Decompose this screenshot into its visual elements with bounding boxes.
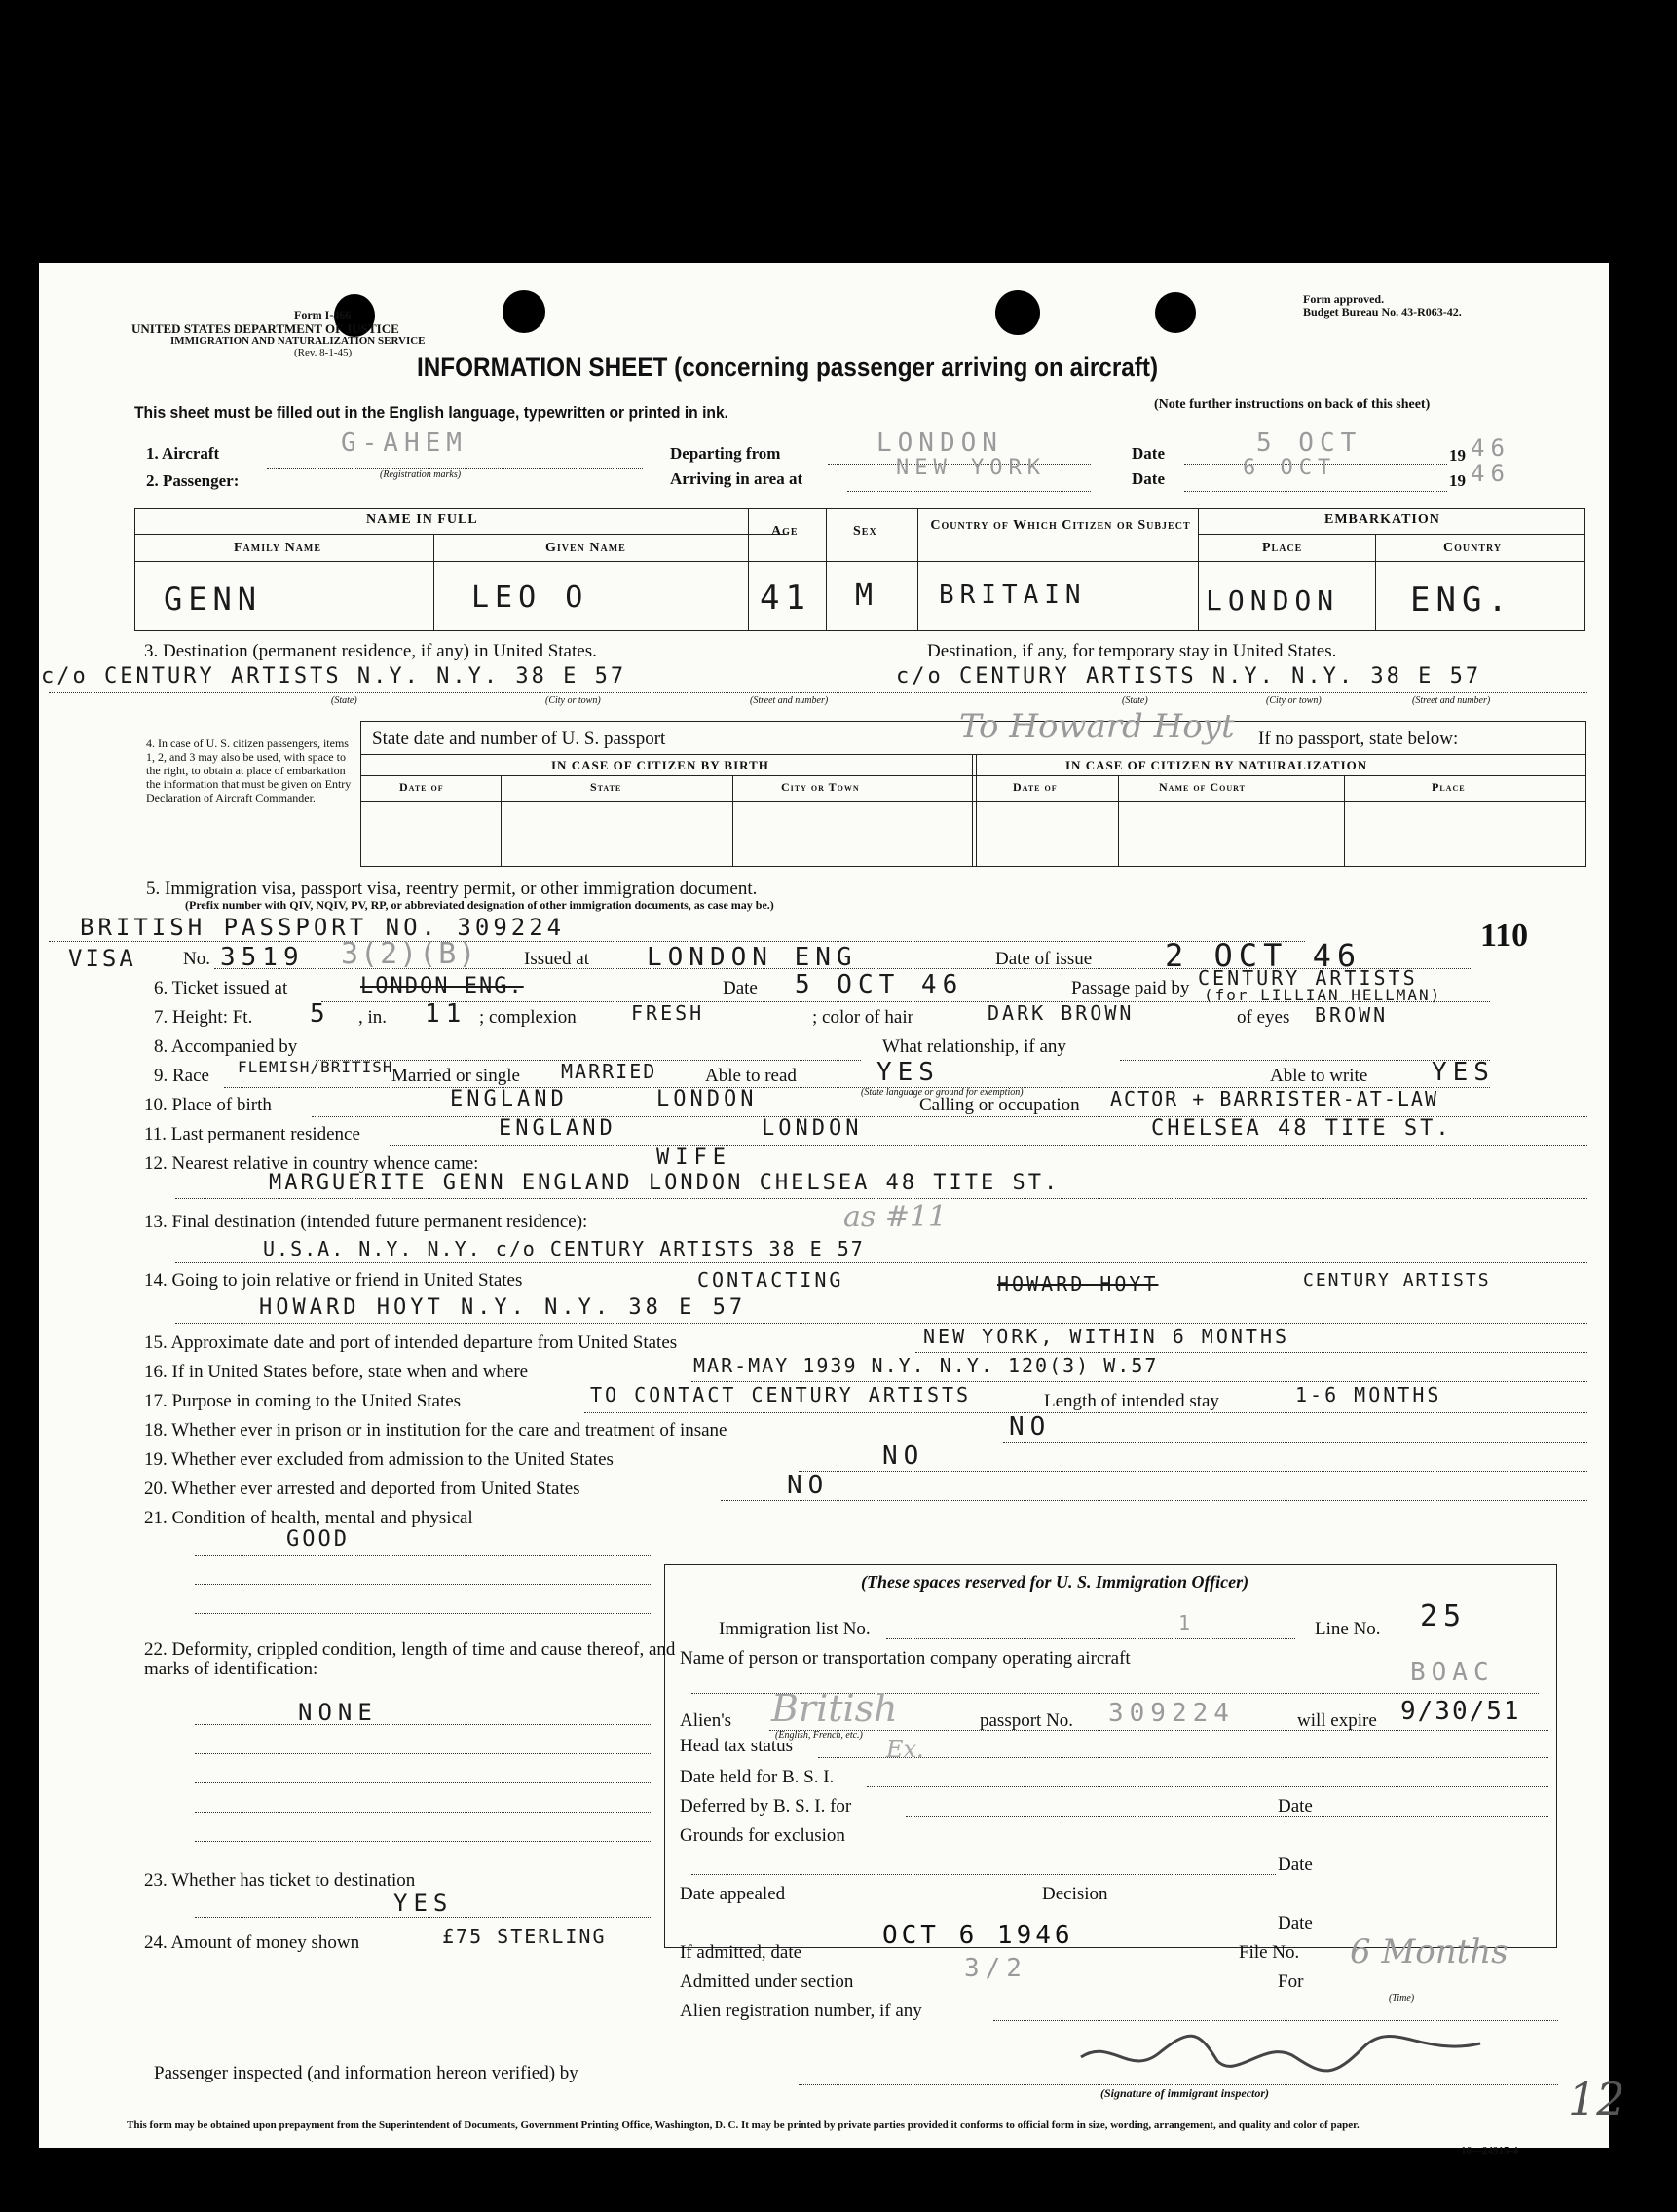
dest-state-caption: (State): [331, 695, 357, 706]
officer-line: [906, 1816, 1548, 1817]
join-relative-label: 14. Going to join relative or friend in United States: [144, 1270, 523, 1291]
health-label: 21. Condition of health, mental and physical: [144, 1508, 473, 1528]
date-of-issue-value: 2 OCT 46: [1165, 937, 1362, 974]
sex-value: M: [855, 579, 879, 613]
dest-city-caption: (City or town): [545, 695, 601, 706]
item-line: [175, 1262, 1587, 1263]
date-value-2: 6 OCT: [1243, 456, 1337, 480]
table-rule: [433, 534, 434, 630]
item-line: [691, 1381, 1587, 1382]
item-line: [175, 1323, 1587, 1324]
item-line: [195, 1555, 652, 1556]
form-sheet: [39, 263, 1625, 2156]
visa-word: VISA: [68, 945, 136, 972]
date-of-issue-label: Date of issue: [995, 949, 1093, 969]
margin-number: 12: [1568, 2073, 1625, 2125]
deformity-value: NONE: [298, 1699, 378, 1726]
last-res-country: ENGLAND: [499, 1116, 616, 1141]
embarkation-place-value: LONDON: [1206, 584, 1340, 617]
passport-rule: [976, 754, 977, 866]
aircraft-line: [267, 468, 643, 469]
prior-visit-value: MAR-MAY 1939 N.Y. N.Y. 120(3) W.57: [693, 1354, 1159, 1377]
line-no-label: Line No.: [1315, 1619, 1381, 1639]
ticket-destination-label: 23. Whether has ticket to destination: [144, 1870, 416, 1891]
eyes-label: of eyes: [1237, 1007, 1290, 1028]
visa-no-label: No.: [183, 949, 210, 969]
item-line: [321, 1001, 1490, 1002]
embarkation-country-header: Country: [1443, 541, 1503, 555]
budget-bureau: Budget Bureau No. 43-R063-42.: [1303, 305, 1462, 319]
table-rule: [917, 508, 918, 630]
visa-class-value: 3(2)(B): [341, 937, 478, 971]
issued-at-label: Issued at: [524, 949, 590, 969]
temp-street-caption: (Street and number): [1412, 695, 1491, 706]
date-line-2: [1184, 491, 1447, 492]
year-value-2: 46: [1471, 460, 1510, 487]
given-name-header: Given Name: [545, 541, 626, 555]
family-name-value: GENN: [164, 581, 263, 618]
prison-label: 18. Whether ever in prison or in institution for the care and treatment of insane: [144, 1420, 727, 1441]
further-instructions-note: (Note further instructions on back of this sheet): [1154, 397, 1431, 412]
registration-caption: (Registration marks): [380, 469, 462, 480]
complexion-label: ; complexion: [479, 1007, 577, 1028]
table-rule: [1198, 534, 1584, 535]
table-rule: [134, 534, 787, 535]
passport-line: [49, 941, 1305, 942]
passport-rule: [1118, 775, 1119, 866]
temp-state-caption: (State): [1122, 695, 1148, 706]
passage-paid-value: CENTURY ARTISTS: [1198, 966, 1418, 990]
relative-relation: WIFE: [656, 1145, 731, 1170]
officer-line: [691, 1874, 1276, 1875]
passport-rule: [501, 775, 502, 866]
height-in-label: , in.: [358, 1007, 388, 1028]
married-value: MARRIED: [561, 1060, 657, 1083]
read-value: YES: [876, 1058, 940, 1087]
section-value: 3/2: [964, 1954, 1027, 1983]
item-line: [195, 1724, 652, 1725]
passport-rule: [360, 754, 1585, 755]
passport-rule: [360, 775, 1585, 776]
col-court: Name of Court: [1159, 780, 1246, 794]
embarkation-header: EMBARKATION: [1324, 512, 1440, 527]
age-header: Age: [771, 524, 799, 539]
form-number: Form I-466: [294, 308, 352, 321]
final-destination-as-if: as #11: [843, 1200, 948, 1234]
no-passport-label: If no passport, state below:: [1258, 729, 1459, 749]
admitted-stamp: OCT 6 1946: [882, 1921, 1074, 1950]
for-label: For: [1278, 1971, 1304, 1992]
contacting-value: CONTACTING: [697, 1268, 844, 1292]
table-rule: [134, 561, 1584, 562]
excluded-label: 19. Whether ever excluded from admission to the United States: [144, 1449, 614, 1470]
col-city: City or Town: [781, 780, 860, 794]
money-value: £75 STERLING: [442, 1925, 607, 1948]
destination-label: 3. Destination (permanent residence, if any) in United States.: [144, 641, 597, 661]
form-code: 16—24915-4: [1461, 2145, 1518, 2156]
punch-hole: [995, 290, 1040, 335]
punch-hole: [1155, 292, 1196, 333]
date-label-2: Date: [1132, 469, 1165, 488]
purpose-label: 17. Purpose in coming to the United States: [144, 1391, 462, 1411]
embarkation-country-value: ENG.: [1410, 581, 1513, 619]
height-label: 7. Height: Ft.: [154, 1007, 253, 1028]
officer-line: [769, 1730, 1548, 1731]
ticket-date-label: Date: [723, 978, 758, 998]
passenger-label: 2. Passenger:: [146, 471, 240, 490]
inspector-signature: [1071, 2018, 1500, 2086]
join-entry: HOWARD HOYT N.Y. N.Y. 38 E 57: [259, 1295, 747, 1320]
aircraft-value: G-AHEM: [341, 429, 467, 458]
prior-visit-label: 16. If in United States before, state when and where: [144, 1362, 529, 1382]
eyes-value: BROWN: [1315, 1003, 1389, 1027]
punch-hole: [503, 290, 545, 333]
year-prefix-2: 19: [1449, 471, 1466, 490]
arriving-label: Arriving in area at: [670, 469, 803, 488]
form-notice: This form may be obtained upon prepayment from the Superintendent of Documents, Government Printing Office, Washington, D. C. It may be printed by private parties provided it conforms to official form in size, wording, arrangement, and quality and color of paper.: [127, 2119, 1360, 2131]
list-no-value: 1: [1178, 1611, 1197, 1634]
inspected-label: Passenger inspected (and information hereon verified) by: [154, 2063, 578, 2083]
married-label: Married or single: [391, 1066, 520, 1086]
birthplace-label: 10. Place of birth: [144, 1095, 272, 1115]
birth-country-value: ENGLAND: [450, 1087, 568, 1111]
citizenship-value: BRITAIN: [939, 581, 1087, 610]
complexion-value: FRESH: [631, 1001, 705, 1025]
expire-label: will expire: [1297, 1710, 1377, 1731]
table-rule: [1198, 508, 1199, 630]
item-line: [195, 1613, 652, 1614]
perm-destination-value: c/o CENTURY ARTISTS N.Y. N.Y. 38 E 57: [41, 664, 627, 689]
table-rule: [1375, 534, 1376, 630]
howard-hoyt-note: To Howard Hoyt: [959, 707, 1235, 746]
passport-rule: [972, 754, 973, 866]
departure-label: 15. Approximate date and port of intended departure from United States: [144, 1332, 678, 1353]
form-approved: Form approved.: [1303, 292, 1385, 306]
age-value: 41: [760, 579, 811, 618]
company-value: BOAC: [1410, 1658, 1495, 1687]
visa-no-value: 3519: [220, 943, 305, 972]
purpose-value: TO CONTACT CENTURY ARTISTS: [590, 1383, 972, 1406]
occupation-value: ACTOR + BARRISTER-AT-LAW: [1110, 1087, 1438, 1110]
departing-value: LONDON: [876, 429, 1003, 458]
form-title: INFORMATION SHEET (concerning passenger arriving on aircraft): [417, 353, 1159, 382]
relative-entry: MARGUERITE GENN ENGLAND LONDON CHELSEA 48 TITE ST.: [269, 1171, 1061, 1195]
stay-label: Length of intended stay: [1044, 1391, 1219, 1411]
citizenship-header: Country of Which Citizen or Subject: [930, 518, 1191, 533]
time-caption: (Time): [1389, 1993, 1415, 2004]
write-label: Able to write: [1270, 1066, 1368, 1086]
col-state: State: [590, 780, 622, 794]
item-line: [584, 1412, 1587, 1413]
height-in-value: 11: [425, 999, 467, 1029]
alien-value: British: [771, 1687, 898, 1730]
item-line: [799, 1471, 1587, 1472]
last-res-street: CHELSEA 48 TITE ST.: [1151, 1116, 1452, 1141]
passport-no-value: 309224: [1108, 1699, 1235, 1728]
struck-name: HOWARD HOYT: [997, 1272, 1159, 1295]
century-artists-value: CENTURY ARTISTS: [1303, 1270, 1491, 1291]
state-passport-label: State date and number of U. S. passport: [372, 729, 666, 749]
race-label: 9. Race: [154, 1066, 209, 1086]
deformity-label: 22. Deformity, crippled condition, length of time and cause thereof, and marks of identification:: [144, 1639, 676, 1679]
sex-header: Sex: [853, 524, 877, 539]
last-res-state: LONDON: [762, 1116, 863, 1141]
item-line: [1003, 1442, 1587, 1443]
passport-no-label: passport No.: [980, 1710, 1074, 1731]
item-line: [195, 1917, 652, 1918]
hair-label: ; color of hair: [812, 1007, 913, 1028]
write-value: YES: [1432, 1058, 1495, 1087]
departing-label: Departing from: [670, 444, 781, 463]
deferred-date-label: Date: [1278, 1796, 1313, 1817]
officer-line: [886, 1638, 1295, 1639]
col-place: Place: [1432, 780, 1466, 794]
birth-header: IN CASE OF CITIZEN BY BIRTH: [551, 758, 769, 772]
item-line: [390, 1145, 1587, 1146]
height-ft-value: 5: [310, 999, 331, 1029]
passport-rule: [360, 801, 1585, 802]
passport-rule: [732, 775, 733, 866]
passage-paid-note: (for LILLIAN HELLMAN): [1204, 986, 1442, 1004]
officer-box-title: (These spaces reserved for U. S. Immigration Officer): [861, 1572, 1249, 1592]
item-line: [915, 1352, 1587, 1353]
name-in-full-header: NAME IN FULL: [366, 512, 478, 527]
language-caption: (English, French, etc.): [775, 1730, 863, 1741]
item-line: [195, 1841, 652, 1842]
company-label: Name of person or transportation company operating aircraft: [680, 1648, 1131, 1668]
grounds-label: Grounds for exclusion: [680, 1825, 845, 1846]
temp-destination-label: Destination, if any, for temporary stay in United States.: [927, 641, 1337, 661]
language-instruction: This sheet must be filled out in the English language, typewritten or printed in ink.: [134, 403, 729, 422]
decision-label: Decision: [1042, 1884, 1108, 1904]
section-label: Admitted under section: [680, 1971, 854, 1992]
head-tax-label: Head tax status: [680, 1736, 794, 1756]
money-label: 24. Amount of money shown: [144, 1932, 360, 1953]
table-rule: [826, 508, 827, 630]
hair-value: DARK BROWN: [988, 1001, 1135, 1025]
temp-destination-value: c/o CENTURY ARTISTS N.Y. N.Y. 38 E 57: [896, 664, 1482, 689]
item-line: [195, 1753, 652, 1754]
date-label-1: Date: [1132, 444, 1165, 463]
signature-svg: [1071, 2018, 1500, 2086]
excluded-value: NO: [882, 1442, 925, 1471]
item-line: [195, 1782, 652, 1783]
deported-label: 20. Whether ever arrested and deported from United States: [144, 1479, 580, 1499]
admitted-label: If admitted, date: [680, 1942, 802, 1963]
year-prefix-1: 19: [1449, 446, 1466, 465]
passage-paid-label: Passage paid by: [1071, 978, 1190, 998]
accompanied-label: 8. Accompanied by: [154, 1036, 298, 1057]
list-no-label: Immigration list No.: [719, 1619, 871, 1639]
department: UNITED STATES DEPARTMENT OF JUSTICE: [131, 321, 399, 336]
prison-value: NO: [1009, 1412, 1052, 1442]
head-tax-value: Ex.: [886, 1736, 924, 1763]
final-destination-label: 13. Final destination (intended future permanent residence):: [144, 1212, 588, 1232]
stay-value: 1-6 MONTHS: [1295, 1383, 1442, 1406]
registration-label: Alien registration number, if any: [680, 2001, 922, 2021]
appealed-label: Date appealed: [680, 1884, 786, 1904]
grounds-date-label: Date: [1278, 1855, 1313, 1875]
naturalization-header: IN CASE OF CITIZEN BY NATURALIZATION: [1065, 758, 1368, 772]
ticket-destination-value: YES: [393, 1890, 454, 1917]
officer-line: [867, 1786, 1548, 1787]
race-value: FLEMISH/BRITISH: [238, 1058, 393, 1076]
item5-label: 5. Immigration visa, passport visa, reentry permit, or other immigration document.: [146, 879, 758, 899]
issued-at-value: LONDON ENG: [647, 943, 858, 972]
item-line: [175, 1198, 1587, 1199]
arriving-line: [847, 491, 1091, 492]
year-value-1: 46: [1471, 434, 1510, 462]
service: IMMIGRATION AND NATURALIZATION SERVICE: [170, 335, 426, 347]
exemption-caption: (State language or ground for exemption): [861, 1087, 1024, 1098]
decision-date-label: Date: [1278, 1913, 1313, 1933]
col-date-of: Date of: [399, 780, 444, 794]
birth-city-value: LONDON: [656, 1087, 758, 1111]
final-destination-entry: U.S.A. N.Y. N.Y. c/o CENTURY ARTISTS 38 E 57: [263, 1237, 865, 1260]
departure-value: NEW YORK, WITHIN 6 MONTHS: [923, 1325, 1290, 1348]
relationship-label: What relationship, if any: [882, 1036, 1066, 1057]
last-residence-label: 11. Last permanent residence: [144, 1124, 360, 1144]
item-line: [195, 1584, 652, 1585]
alien-label: Alien's: [680, 1710, 732, 1731]
item-line: [195, 1812, 652, 1813]
officer-line: [818, 1757, 1548, 1758]
signature-line: [799, 2084, 1558, 2085]
temp-city-caption: (City or town): [1266, 695, 1322, 706]
family-name-header: Family Name: [234, 541, 322, 555]
table-rule: [748, 508, 749, 630]
expire-value: 9/30/51: [1400, 1697, 1521, 1726]
arriving-value: NEW YORK: [896, 456, 1046, 480]
for-value: 6 Months: [1350, 1932, 1509, 1971]
health-value: GOOD: [286, 1527, 350, 1552]
occupation-label: Calling or occupation: [919, 1095, 1080, 1115]
deported-value: NO: [787, 1471, 830, 1500]
given-name-value: LEO O: [471, 581, 589, 615]
signature-caption: (Signature of immigrant inspector): [1100, 2086, 1270, 2100]
destination-line: [49, 692, 1587, 693]
ticket-label: 6. Ticket issued at: [154, 978, 288, 998]
passport-rule: [1344, 775, 1345, 866]
item-line: [721, 1500, 1587, 1501]
dest-street-caption: (Street and number): [750, 695, 829, 706]
embarkation-place-header: Place: [1262, 541, 1303, 555]
ticket-date-value: 5 OCT 46: [795, 970, 964, 999]
bsi-label: Date held for B. S. I.: [680, 1767, 835, 1787]
line-no-value: 25: [1420, 1599, 1468, 1633]
date-value-1: 5 OCT: [1256, 429, 1362, 458]
passport-number-line: BRITISH PASSPORT NO. 309224: [80, 914, 566, 941]
page-number: 110: [1480, 918, 1529, 954]
deferred-label: Deferred by B. S. I. for: [680, 1796, 852, 1817]
col-nat-date-of: Date of: [1013, 780, 1058, 794]
file-no-label: File No.: [1239, 1942, 1300, 1963]
ticket-value: LONDON ENG.: [360, 974, 524, 998]
read-label: Able to read: [705, 1066, 797, 1086]
item5-prefix-note: (Prefix number with QIV, NQIV, PV, RP, or abbreviated designation of other immigration documents, as case may be.): [185, 898, 774, 912]
revision: (Rev. 8-1-45): [294, 347, 353, 358]
aircraft-label: 1. Aircraft: [146, 444, 220, 463]
nearest-relative-label: 12. Nearest relative in country whence came:: [144, 1153, 479, 1174]
item4-text: 4. In case of U. S. citizen passengers, items 1, 2, and 3 may also be used, with space to the right, to obtain at place of embarkation the information that must be given on Entry Declaration of Aircraft Commander.: [146, 736, 352, 805]
